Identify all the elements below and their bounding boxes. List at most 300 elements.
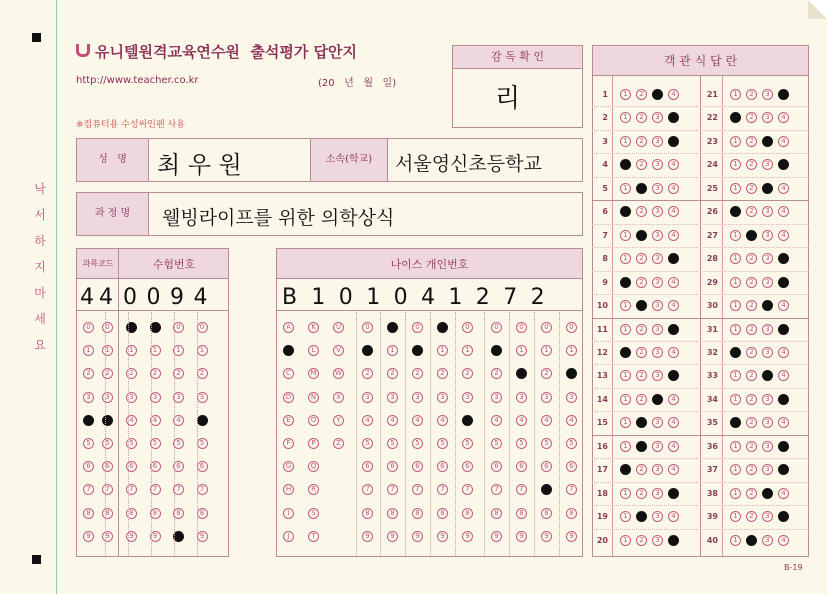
answer-bubble[interactable]: 1 (620, 511, 631, 522)
answer-bubble[interactable]: 2 (746, 464, 757, 475)
answer-bubble[interactable]: 2 (746, 253, 757, 264)
digit-bubble[interactable]: 6 (102, 461, 113, 472)
answer-bubble[interactable]: 4 (778, 159, 789, 170)
digit-bubble[interactable]: 0 (362, 322, 373, 333)
answer-bubble[interactable]: 1 (730, 464, 741, 475)
answer-bubble[interactable]: 3 (652, 136, 663, 147)
answer-bubble[interactable]: 2 (636, 347, 647, 358)
answer-bubble[interactable]: 4 (778, 511, 789, 522)
answer-bubble[interactable]: 2 (746, 89, 757, 100)
digit-bubble[interactable]: 5 (126, 438, 137, 449)
digit-bubble[interactable]: 1 (102, 345, 113, 356)
letter-bubble[interactable]: B (283, 345, 294, 356)
digit-bubble[interactable]: 7 (83, 484, 94, 495)
answer-bubble[interactable]: 1 (620, 535, 631, 546)
answer-bubble[interactable]: 1 (620, 230, 631, 241)
digit-bubble[interactable]: 1 (516, 345, 527, 356)
answer-bubble[interactable]: 2 (746, 347, 757, 358)
answer-bubble[interactable]: 3 (762, 441, 773, 452)
answer-bubble[interactable]: 4 (778, 183, 789, 194)
answer-bubble[interactable]: 3 (652, 464, 663, 475)
digit-bubble[interactable]: 4 (197, 415, 208, 426)
digit-bubble[interactable]: 7 (197, 484, 208, 495)
answer-bubble[interactable]: 1 (730, 535, 741, 546)
answer-bubble[interactable]: 2 (746, 324, 757, 335)
digit-bubble[interactable]: 7 (491, 484, 502, 495)
digit-bubble[interactable]: 3 (516, 392, 527, 403)
answer-bubble[interactable]: 4 (668, 511, 679, 522)
answer-bubble[interactable]: 1 (620, 136, 631, 147)
answer-bubble[interactable]: 1 (620, 370, 631, 381)
answer-bubble[interactable]: 2 (636, 136, 647, 147)
answer-bubble[interactable]: 3 (652, 324, 663, 335)
answer-bubble[interactable]: 2 (636, 253, 647, 264)
digit-bubble[interactable]: 4 (491, 415, 502, 426)
answer-bubble[interactable]: 2 (636, 511, 647, 522)
digit-bubble[interactable]: 7 (126, 484, 137, 495)
digit-bubble[interactable]: 5 (566, 438, 577, 449)
digit-bubble[interactable]: 8 (566, 508, 577, 519)
digit-bubble[interactable]: 2 (566, 368, 577, 379)
digit-bubble[interactable]: 0 (412, 322, 423, 333)
answer-bubble[interactable]: 2 (746, 230, 757, 241)
digit-bubble[interactable]: 9 (412, 531, 423, 542)
digit-bubble[interactable]: 5 (516, 438, 527, 449)
answer-bubble[interactable]: 4 (778, 300, 789, 311)
digit-bubble[interactable]: 0 (462, 322, 473, 333)
letter-bubble[interactable]: T (308, 531, 319, 542)
digit-bubble[interactable]: 7 (541, 484, 552, 495)
answer-bubble[interactable]: 1 (620, 417, 631, 428)
answer-bubble[interactable]: 1 (730, 347, 741, 358)
digit-bubble[interactable]: 6 (126, 461, 137, 472)
digit-bubble[interactable]: 4 (173, 415, 184, 426)
answer-bubble[interactable]: 4 (668, 136, 679, 147)
digit-bubble[interactable]: 9 (516, 531, 527, 542)
answer-bubble[interactable]: 3 (762, 230, 773, 241)
answer-bubble[interactable]: 1 (730, 441, 741, 452)
answer-bubble[interactable]: 2 (636, 183, 647, 194)
answer-bubble[interactable]: 2 (746, 206, 757, 217)
digit-bubble[interactable]: 5 (387, 438, 398, 449)
digit-bubble[interactable]: 9 (491, 531, 502, 542)
answer-bubble[interactable]: 1 (620, 277, 631, 288)
answer-bubble[interactable]: 4 (778, 417, 789, 428)
answer-bubble[interactable]: 1 (730, 277, 741, 288)
digit-bubble[interactable]: 6 (197, 461, 208, 472)
answer-bubble[interactable]: 3 (652, 230, 663, 241)
answer-bubble[interactable]: 4 (668, 441, 679, 452)
answer-bubble[interactable]: 3 (652, 488, 663, 499)
answer-bubble[interactable]: 3 (652, 441, 663, 452)
answer-bubble[interactable]: 2 (746, 277, 757, 288)
digit-bubble[interactable]: 0 (83, 322, 94, 333)
digit-bubble[interactable]: 9 (197, 531, 208, 542)
digit-bubble[interactable]: 3 (412, 392, 423, 403)
answer-bubble[interactable]: 4 (668, 277, 679, 288)
digit-bubble[interactable]: 9 (102, 531, 113, 542)
digit-bubble[interactable]: 1 (173, 345, 184, 356)
answer-bubble[interactable]: 2 (636, 159, 647, 170)
answer-bubble[interactable]: 1 (620, 112, 631, 123)
digit-bubble[interactable]: 6 (566, 461, 577, 472)
digit-bubble[interactable]: 7 (437, 484, 448, 495)
answer-bubble[interactable]: 3 (762, 253, 773, 264)
answer-bubble[interactable]: 4 (668, 183, 679, 194)
answer-bubble[interactable]: 4 (778, 206, 789, 217)
answer-bubble[interactable]: 3 (652, 206, 663, 217)
letter-bubble[interactable]: X (333, 392, 344, 403)
digit-bubble[interactable]: 5 (197, 438, 208, 449)
answer-bubble[interactable]: 1 (620, 159, 631, 170)
answer-bubble[interactable]: 4 (778, 441, 789, 452)
answer-bubble[interactable]: 1 (730, 300, 741, 311)
digit-bubble[interactable]: 4 (516, 415, 527, 426)
digit-bubble[interactable]: 6 (412, 461, 423, 472)
digit-bubble[interactable]: 7 (462, 484, 473, 495)
digit-bubble[interactable]: 8 (150, 508, 161, 519)
digit-bubble[interactable]: 8 (197, 508, 208, 519)
answer-bubble[interactable]: 3 (762, 277, 773, 288)
answer-bubble[interactable]: 2 (636, 300, 647, 311)
answer-bubble[interactable]: 3 (652, 535, 663, 546)
digit-bubble[interactable]: 3 (83, 392, 94, 403)
answer-bubble[interactable]: 1 (620, 183, 631, 194)
digit-bubble[interactable]: 8 (173, 508, 184, 519)
answer-bubble[interactable]: 1 (730, 159, 741, 170)
digit-bubble[interactable]: 9 (83, 531, 94, 542)
answer-bubble[interactable]: 4 (778, 535, 789, 546)
digit-bubble[interactable]: 3 (387, 392, 398, 403)
digit-bubble[interactable]: 0 (387, 322, 398, 333)
digit-bubble[interactable]: 1 (387, 345, 398, 356)
answer-bubble[interactable]: 2 (746, 394, 757, 405)
digit-bubble[interactable]: 4 (462, 415, 473, 426)
answer-bubble[interactable]: 4 (778, 324, 789, 335)
answer-bubble[interactable]: 2 (746, 183, 757, 194)
answer-bubble[interactable]: 3 (762, 511, 773, 522)
answer-bubble[interactable]: 4 (668, 324, 679, 335)
digit-bubble[interactable]: 8 (462, 508, 473, 519)
letter-bubble[interactable]: S (308, 508, 319, 519)
answer-bubble[interactable]: 2 (636, 324, 647, 335)
answer-bubble[interactable]: 4 (668, 206, 679, 217)
digit-bubble[interactable]: 1 (462, 345, 473, 356)
answer-bubble[interactable]: 4 (668, 253, 679, 264)
answer-bubble[interactable]: 3 (762, 488, 773, 499)
digit-bubble[interactable]: 3 (102, 392, 113, 403)
digit-bubble[interactable]: 3 (173, 392, 184, 403)
digit-bubble[interactable]: 4 (102, 415, 113, 426)
digit-bubble[interactable]: 9 (437, 531, 448, 542)
answer-bubble[interactable]: 2 (746, 300, 757, 311)
digit-bubble[interactable]: 9 (362, 531, 373, 542)
letter-bubble[interactable]: O (308, 415, 319, 426)
digit-bubble[interactable]: 9 (173, 531, 184, 542)
answer-bubble[interactable]: 3 (652, 347, 663, 358)
digit-bubble[interactable]: 1 (126, 345, 137, 356)
digit-bubble[interactable]: 2 (102, 368, 113, 379)
answer-bubble[interactable]: 4 (668, 347, 679, 358)
answer-bubble[interactable]: 4 (778, 488, 789, 499)
digit-bubble[interactable]: 2 (412, 368, 423, 379)
digit-bubble[interactable]: 3 (197, 392, 208, 403)
digit-bubble[interactable]: 4 (566, 415, 577, 426)
answer-bubble[interactable]: 3 (652, 394, 663, 405)
letter-bubble[interactable]: U (333, 322, 344, 333)
answer-bubble[interactable]: 3 (652, 370, 663, 381)
answer-bubble[interactable]: 2 (636, 112, 647, 123)
answer-bubble[interactable]: 1 (730, 417, 741, 428)
answer-bubble[interactable]: 4 (778, 230, 789, 241)
digit-bubble[interactable]: 4 (150, 415, 161, 426)
digit-bubble[interactable]: 5 (462, 438, 473, 449)
answer-bubble[interactable]: 4 (668, 112, 679, 123)
digit-bubble[interactable]: 3 (362, 392, 373, 403)
digit-bubble[interactable]: 6 (462, 461, 473, 472)
answer-bubble[interactable]: 3 (762, 464, 773, 475)
digit-bubble[interactable]: 1 (491, 345, 502, 356)
digit-bubble[interactable]: 8 (102, 508, 113, 519)
digit-bubble[interactable]: 8 (541, 508, 552, 519)
digit-bubble[interactable]: 0 (491, 322, 502, 333)
answer-bubble[interactable]: 1 (730, 394, 741, 405)
digit-bubble[interactable]: 9 (541, 531, 552, 542)
answer-bubble[interactable]: 1 (730, 136, 741, 147)
answer-bubble[interactable]: 3 (762, 89, 773, 100)
digit-bubble[interactable]: 2 (387, 368, 398, 379)
answer-bubble[interactable]: 2 (636, 370, 647, 381)
letter-bubble[interactable]: K (308, 322, 319, 333)
answer-bubble[interactable]: 3 (652, 417, 663, 428)
answer-bubble[interactable]: 4 (668, 488, 679, 499)
digit-bubble[interactable]: 7 (173, 484, 184, 495)
digit-bubble[interactable]: 5 (437, 438, 448, 449)
answer-bubble[interactable]: 1 (620, 300, 631, 311)
digit-bubble[interactable]: 8 (126, 508, 137, 519)
answer-bubble[interactable]: 4 (668, 89, 679, 100)
letter-bubble[interactable]: Y (333, 415, 344, 426)
answer-bubble[interactable]: 4 (778, 112, 789, 123)
answer-bubble[interactable]: 3 (652, 183, 663, 194)
answer-bubble[interactable]: 1 (730, 324, 741, 335)
digit-bubble[interactable]: 3 (150, 392, 161, 403)
digit-bubble[interactable]: 3 (491, 392, 502, 403)
digit-bubble[interactable]: 3 (566, 392, 577, 403)
answer-bubble[interactable]: 3 (652, 159, 663, 170)
letter-bubble[interactable]: L (308, 345, 319, 356)
digit-bubble[interactable]: 0 (197, 322, 208, 333)
answer-bubble[interactable]: 4 (778, 347, 789, 358)
digit-bubble[interactable]: 6 (437, 461, 448, 472)
letter-bubble[interactable]: R (308, 484, 319, 495)
digit-bubble[interactable]: 7 (566, 484, 577, 495)
answer-bubble[interactable]: 4 (778, 370, 789, 381)
letter-bubble[interactable]: W (333, 368, 344, 379)
answer-bubble[interactable]: 3 (762, 159, 773, 170)
answer-bubble[interactable]: 3 (762, 300, 773, 311)
digit-bubble[interactable]: 8 (387, 508, 398, 519)
answer-bubble[interactable]: 1 (730, 206, 741, 217)
digit-bubble[interactable]: 0 (516, 322, 527, 333)
answer-bubble[interactable]: 1 (620, 464, 631, 475)
answer-bubble[interactable]: 2 (636, 464, 647, 475)
letter-bubble[interactable]: N (308, 392, 319, 403)
digit-bubble[interactable]: 6 (491, 461, 502, 472)
answer-bubble[interactable]: 3 (762, 347, 773, 358)
letter-bubble[interactable]: M (308, 368, 319, 379)
letter-bubble[interactable]: J (283, 531, 294, 542)
answer-bubble[interactable]: 2 (636, 394, 647, 405)
digit-bubble[interactable]: 0 (437, 322, 448, 333)
digit-bubble[interactable]: 5 (173, 438, 184, 449)
answer-bubble[interactable]: 1 (730, 253, 741, 264)
answer-bubble[interactable]: 2 (746, 159, 757, 170)
answer-bubble[interactable]: 4 (778, 136, 789, 147)
digit-bubble[interactable]: 3 (462, 392, 473, 403)
answer-bubble[interactable]: 3 (652, 89, 663, 100)
answer-bubble[interactable]: 3 (762, 206, 773, 217)
answer-bubble[interactable]: 1 (620, 394, 631, 405)
digit-bubble[interactable]: 7 (150, 484, 161, 495)
digit-bubble[interactable]: 5 (150, 438, 161, 449)
digit-bubble[interactable]: 8 (83, 508, 94, 519)
digit-bubble[interactable]: 2 (83, 368, 94, 379)
digit-bubble[interactable]: 6 (150, 461, 161, 472)
letter-bubble[interactable]: C (283, 368, 294, 379)
digit-bubble[interactable]: 5 (362, 438, 373, 449)
digit-bubble[interactable]: 4 (362, 415, 373, 426)
letter-bubble[interactable]: E (283, 415, 294, 426)
answer-bubble[interactable]: 2 (636, 417, 647, 428)
digit-bubble[interactable]: 6 (83, 461, 94, 472)
digit-bubble[interactable]: 4 (437, 415, 448, 426)
answer-bubble[interactable]: 3 (652, 277, 663, 288)
answer-bubble[interactable]: 4 (668, 417, 679, 428)
answer-bubble[interactable]: 2 (746, 441, 757, 452)
digit-bubble[interactable]: 4 (126, 415, 137, 426)
answer-bubble[interactable]: 2 (746, 535, 757, 546)
digit-bubble[interactable]: 1 (83, 345, 94, 356)
digit-bubble[interactable]: 2 (541, 368, 552, 379)
digit-bubble[interactable]: 0 (566, 322, 577, 333)
letter-bubble[interactable]: Q (308, 461, 319, 472)
answer-bubble[interactable]: 4 (668, 300, 679, 311)
answer-bubble[interactable]: 2 (746, 417, 757, 428)
answer-bubble[interactable]: 2 (746, 136, 757, 147)
digit-bubble[interactable]: 0 (102, 322, 113, 333)
digit-bubble[interactable]: 5 (491, 438, 502, 449)
digit-bubble[interactable]: 2 (197, 368, 208, 379)
digit-bubble[interactable]: 6 (516, 461, 527, 472)
answer-bubble[interactable]: 3 (652, 511, 663, 522)
answer-bubble[interactable]: 4 (778, 89, 789, 100)
answer-bubble[interactable]: 4 (668, 370, 679, 381)
digit-bubble[interactable]: 3 (126, 392, 137, 403)
digit-bubble[interactable]: 4 (412, 415, 423, 426)
answer-bubble[interactable]: 3 (762, 535, 773, 546)
answer-bubble[interactable]: 1 (730, 488, 741, 499)
digit-bubble[interactable]: 2 (437, 368, 448, 379)
digit-bubble[interactable]: 4 (387, 415, 398, 426)
answer-bubble[interactable]: 1 (730, 370, 741, 381)
answer-bubble[interactable]: 2 (636, 230, 647, 241)
answer-bubble[interactable]: 3 (652, 253, 663, 264)
digit-bubble[interactable]: 4 (83, 415, 94, 426)
answer-bubble[interactable]: 3 (762, 136, 773, 147)
digit-bubble[interactable]: 8 (437, 508, 448, 519)
digit-bubble[interactable]: 8 (412, 508, 423, 519)
answer-bubble[interactable]: 1 (730, 230, 741, 241)
digit-bubble[interactable]: 6 (387, 461, 398, 472)
digit-bubble[interactable]: 1 (437, 345, 448, 356)
answer-bubble[interactable]: 4 (668, 159, 679, 170)
digit-bubble[interactable]: 7 (387, 484, 398, 495)
answer-bubble[interactable]: 1 (620, 324, 631, 335)
digit-bubble[interactable]: 2 (516, 368, 527, 379)
digit-bubble[interactable]: 1 (412, 345, 423, 356)
answer-bubble[interactable]: 1 (620, 488, 631, 499)
digit-bubble[interactable]: 7 (516, 484, 527, 495)
digit-bubble[interactable]: 7 (412, 484, 423, 495)
digit-bubble[interactable]: 2 (173, 368, 184, 379)
digit-bubble[interactable]: 2 (126, 368, 137, 379)
digit-bubble[interactable]: 6 (541, 461, 552, 472)
digit-bubble[interactable]: 1 (541, 345, 552, 356)
answer-bubble[interactable]: 1 (620, 347, 631, 358)
digit-bubble[interactable]: 9 (566, 531, 577, 542)
digit-bubble[interactable]: 8 (516, 508, 527, 519)
letter-bubble[interactable]: G (283, 461, 294, 472)
answer-bubble[interactable]: 4 (668, 230, 679, 241)
digit-bubble[interactable]: 1 (150, 345, 161, 356)
digit-bubble[interactable]: 2 (462, 368, 473, 379)
answer-bubble[interactable]: 1 (730, 89, 741, 100)
answer-bubble[interactable]: 4 (668, 464, 679, 475)
digit-bubble[interactable]: 9 (462, 531, 473, 542)
digit-bubble[interactable]: 5 (83, 438, 94, 449)
answer-bubble[interactable]: 1 (620, 441, 631, 452)
digit-bubble[interactable]: 0 (150, 322, 161, 333)
answer-bubble[interactable]: 2 (636, 277, 647, 288)
letter-bubble[interactable]: A (283, 322, 294, 333)
answer-bubble[interactable]: 1 (730, 183, 741, 194)
answer-bubble[interactable]: 4 (778, 253, 789, 264)
answer-bubble[interactable]: 3 (762, 183, 773, 194)
digit-bubble[interactable]: 6 (362, 461, 373, 472)
digit-bubble[interactable]: 2 (150, 368, 161, 379)
digit-bubble[interactable]: 8 (362, 508, 373, 519)
answer-bubble[interactable]: 4 (778, 394, 789, 405)
answer-bubble[interactable]: 3 (652, 112, 663, 123)
answer-bubble[interactable]: 2 (636, 89, 647, 100)
digit-bubble[interactable]: 3 (437, 392, 448, 403)
digit-bubble[interactable]: 0 (541, 322, 552, 333)
letter-bubble[interactable]: D (283, 392, 294, 403)
answer-bubble[interactable]: 2 (746, 112, 757, 123)
answer-bubble[interactable]: 1 (730, 511, 741, 522)
letter-bubble[interactable]: V (333, 345, 344, 356)
answer-bubble[interactable]: 2 (636, 535, 647, 546)
answer-bubble[interactable]: 1 (730, 112, 741, 123)
digit-bubble[interactable]: 2 (491, 368, 502, 379)
answer-bubble[interactable]: 3 (762, 324, 773, 335)
digit-bubble[interactable]: 1 (362, 345, 373, 356)
digit-bubble[interactable]: 8 (491, 508, 502, 519)
answer-bubble[interactable]: 3 (652, 300, 663, 311)
answer-bubble[interactable]: 2 (746, 370, 757, 381)
digit-bubble[interactable]: 4 (541, 415, 552, 426)
